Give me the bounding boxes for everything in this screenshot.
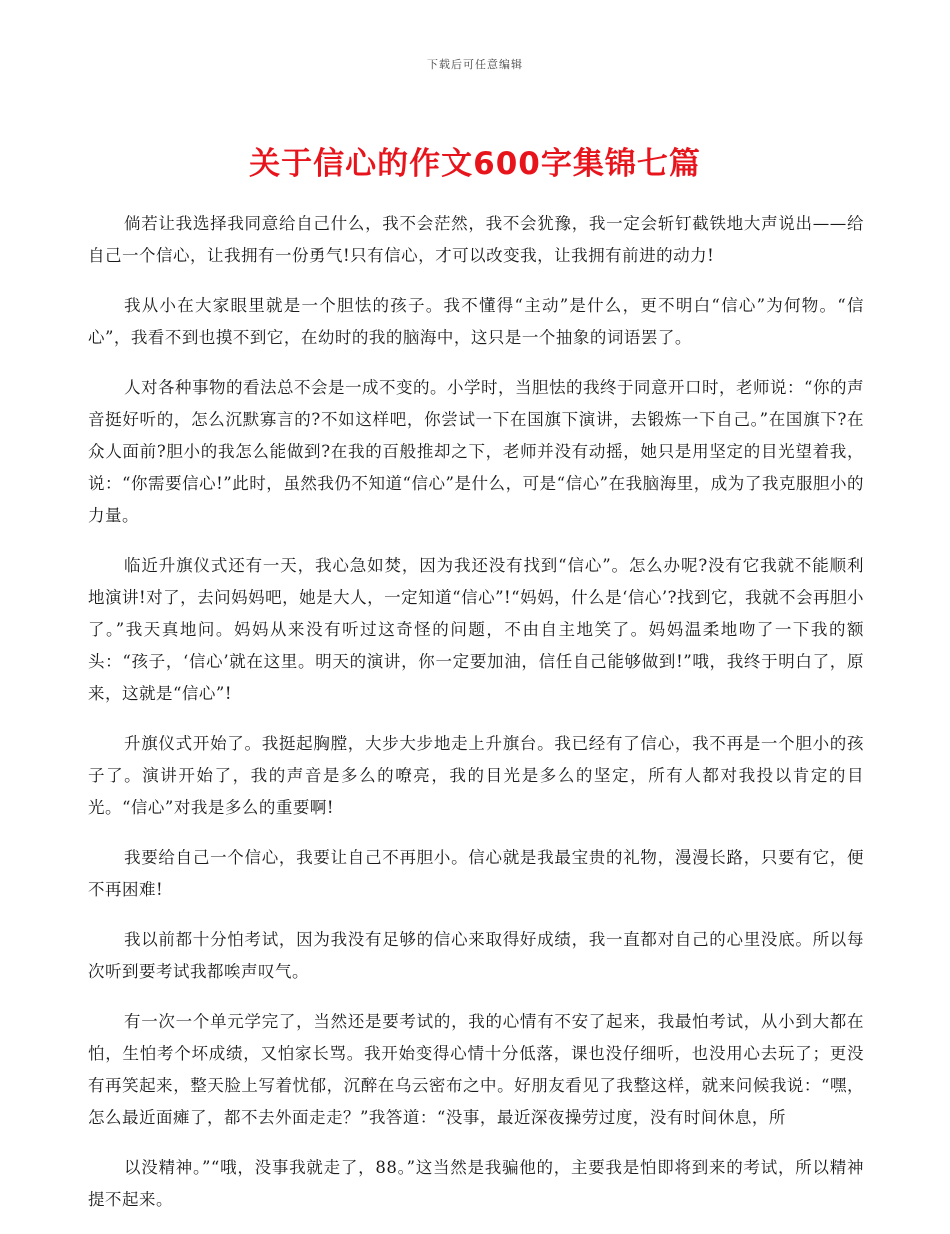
paragraph-3: 人对各种事物的看法总不会是一成不变的。小学时，当胆怯的我终于同意开口时，老师说：“你的声音挺好听的，怎么沉默寡言的?不如这样吧，你尝试一下在国旗下演讲，去锻炼一下自己。”在国旗下?在众人面前?胆小的我怎么能做到?在我的百般推却之下，老师并没有动摇，她只是用坚定的目光望着我，说：“你需要信心!”此时，虽然我仍不知道“信心”是什么，可是“信心”在我脑海里，成为了我克服胆小的力量。 xyxy=(88,378,864,525)
paragraph-5: 升旗仪式开始了。我挺起胸膛，大步大步地走上升旗台。我已经有了信心，我不再是一个胆小的孩子了。演讲开始了，我的声音是多么的嘹亮，我的目光是多么的坚定，所有人都对我投以肯定的目光。“信心”对我是多么的重要啊! xyxy=(88,734,864,817)
paragraph-7: 我以前都十分怕考试，因为我没有足够的信心来取得好成绩，我一直都对自己的心里没底。所以每次听到要考试我都唉声叹气。 xyxy=(88,930,864,981)
paragraph-8: 有一次一个单元学完了，当然还是要考试的，我的心情有不安了起来，我最怕考试，从小到大都在怕，生怕考个坏成绩，又怕家长骂。我开始变得心情十分低落，课也没仔细听，也没用心去玩了；更没有再笑起来，整天脸上写着忧郁，沉醉在乌云密布之中。好朋友看见了我整这样，就来问候我说：“嘿，怎么最近面瘫了，都不去外面走走？”我答道：“没事，最近深夜操劳过度，没有时间休息，所 xyxy=(88,1012,864,1127)
document-title: 关于信心的作文600字集锦七篇 xyxy=(249,146,701,182)
paragraph-1: 倘若让我选择我同意给自己什么，我不会茫然，我不会犹豫，我一定会斩钉截铁地大声说出——给自己一个信心，让我拥有一份勇气!只有信心，才可以改变我，让我拥有前进的动力! xyxy=(88,214,864,265)
paragraph-4: 临近升旗仪式还有一天，我心急如焚，因为我还没有找到“信心”。怎么办呢?没有它我就不能顺利地演讲!对了，去问妈妈吧，她是大人，一定知道“信心”!“妈妈，什么是‘信心’?找到它，我就不会再胆小了。”我天真地问。妈妈从来没有听过这奇怪的问题，不由自主地笑了。妈妈温柔地吻了一下我的额头：“孩子，‘信心’就在这里。明天的演讲，你一定要加油，信任自己能够做到!”哦，我终于明白了，原来，这就是“信心”! xyxy=(88,556,864,703)
header-note: 下载后可任意编辑 xyxy=(427,58,523,71)
paragraph-9: 以没精神。”“哦，没事我就走了，88。”这当然是我骗他的，主要我是怕即将到来的考试，所以精神提不起来。 xyxy=(88,1158,864,1209)
paragraph-2: 我从小在大家眼里就是一个胆怯的孩子。我不懂得“主动”是什么，更不明白“信心”为何物。“信心”，我看不到也摸不到它，在幼时的我的脑海中，这只是一个抽象的词语罢了。 xyxy=(88,296,864,347)
paragraph-6: 我要给自己一个信心，我要让自己不再胆小。信心就是我最宝贵的礼物，漫漫长路，只要有它，便不再困难! xyxy=(88,848,864,899)
article-body xyxy=(88,208,864,1234)
